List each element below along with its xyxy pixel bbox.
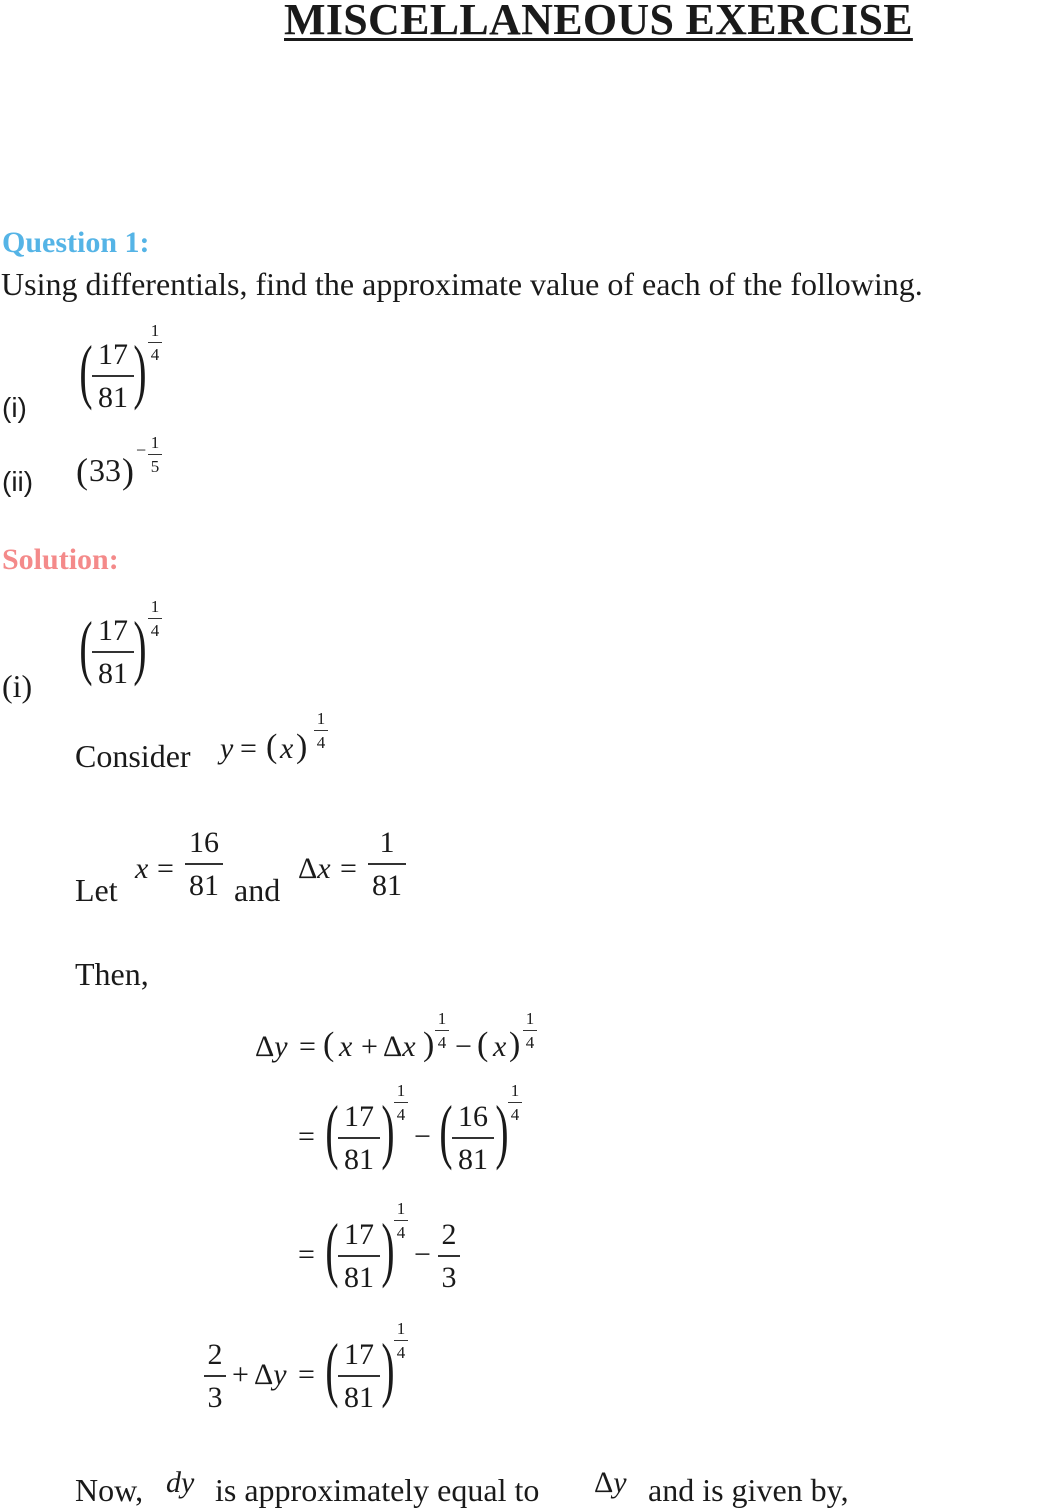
let-word: Let [75,872,118,908]
expr-consider: y = ( x ) 1 4 [220,708,340,778]
exponent-1-4: 1 4 [148,322,162,363]
solution-heading: Solution: [2,543,119,576]
question-heading: Question 1: [2,226,150,259]
delta-y-symbol: Δy [594,1466,627,1499]
and-word: and [234,872,281,908]
expr-item-ii: ( 33 ) − 1 5 [76,432,186,502]
equation-delta-y: Δy = ( x + Δx ) 1 4 − ( x ) 1 4 [255,1008,555,1078]
equation-step-4: 2 3 + Δy = ( 17 81 ) 1 4 [204,1318,444,1428]
solution-part-label: (i) [2,668,33,704]
expr-solution-i: ( 17 81 ) 1 4 [74,598,174,708]
dy-symbol: dy [166,1466,195,1499]
equation-step-2: = ( 17 81 ) 1 4 − ( 16 81 ) 1 4 [298,1080,538,1190]
expr-item-i [74,322,174,432]
now-mid: is approximately equal to [215,1472,540,1508]
expr-let-x: x = 16 81 [135,828,235,918]
right-paren: ) [133,331,147,411]
question-text: Using differentials, find the approximate value of each of the following. [1,266,923,302]
now-suffix: and is given by, [648,1472,849,1508]
expr-let-dx: Δx = 1 81 [298,828,418,918]
item-label-i: (i) [2,392,27,423]
left-paren: ( [79,331,93,411]
page-title: MISCELLANEOUS EXERCISE [284,0,913,44]
item-label-ii: (ii) [2,466,34,497]
then-text: Then, [75,956,149,992]
now-prefix: Now, [75,1472,144,1508]
fraction-17-81: 17 81 [92,340,134,413]
equation-step-3: = ( 17 81 ) 1 4 − 2 3 [298,1198,498,1308]
exponent-minus-1-5: 1 5 [148,434,162,475]
consider-word: Consider [75,738,191,774]
